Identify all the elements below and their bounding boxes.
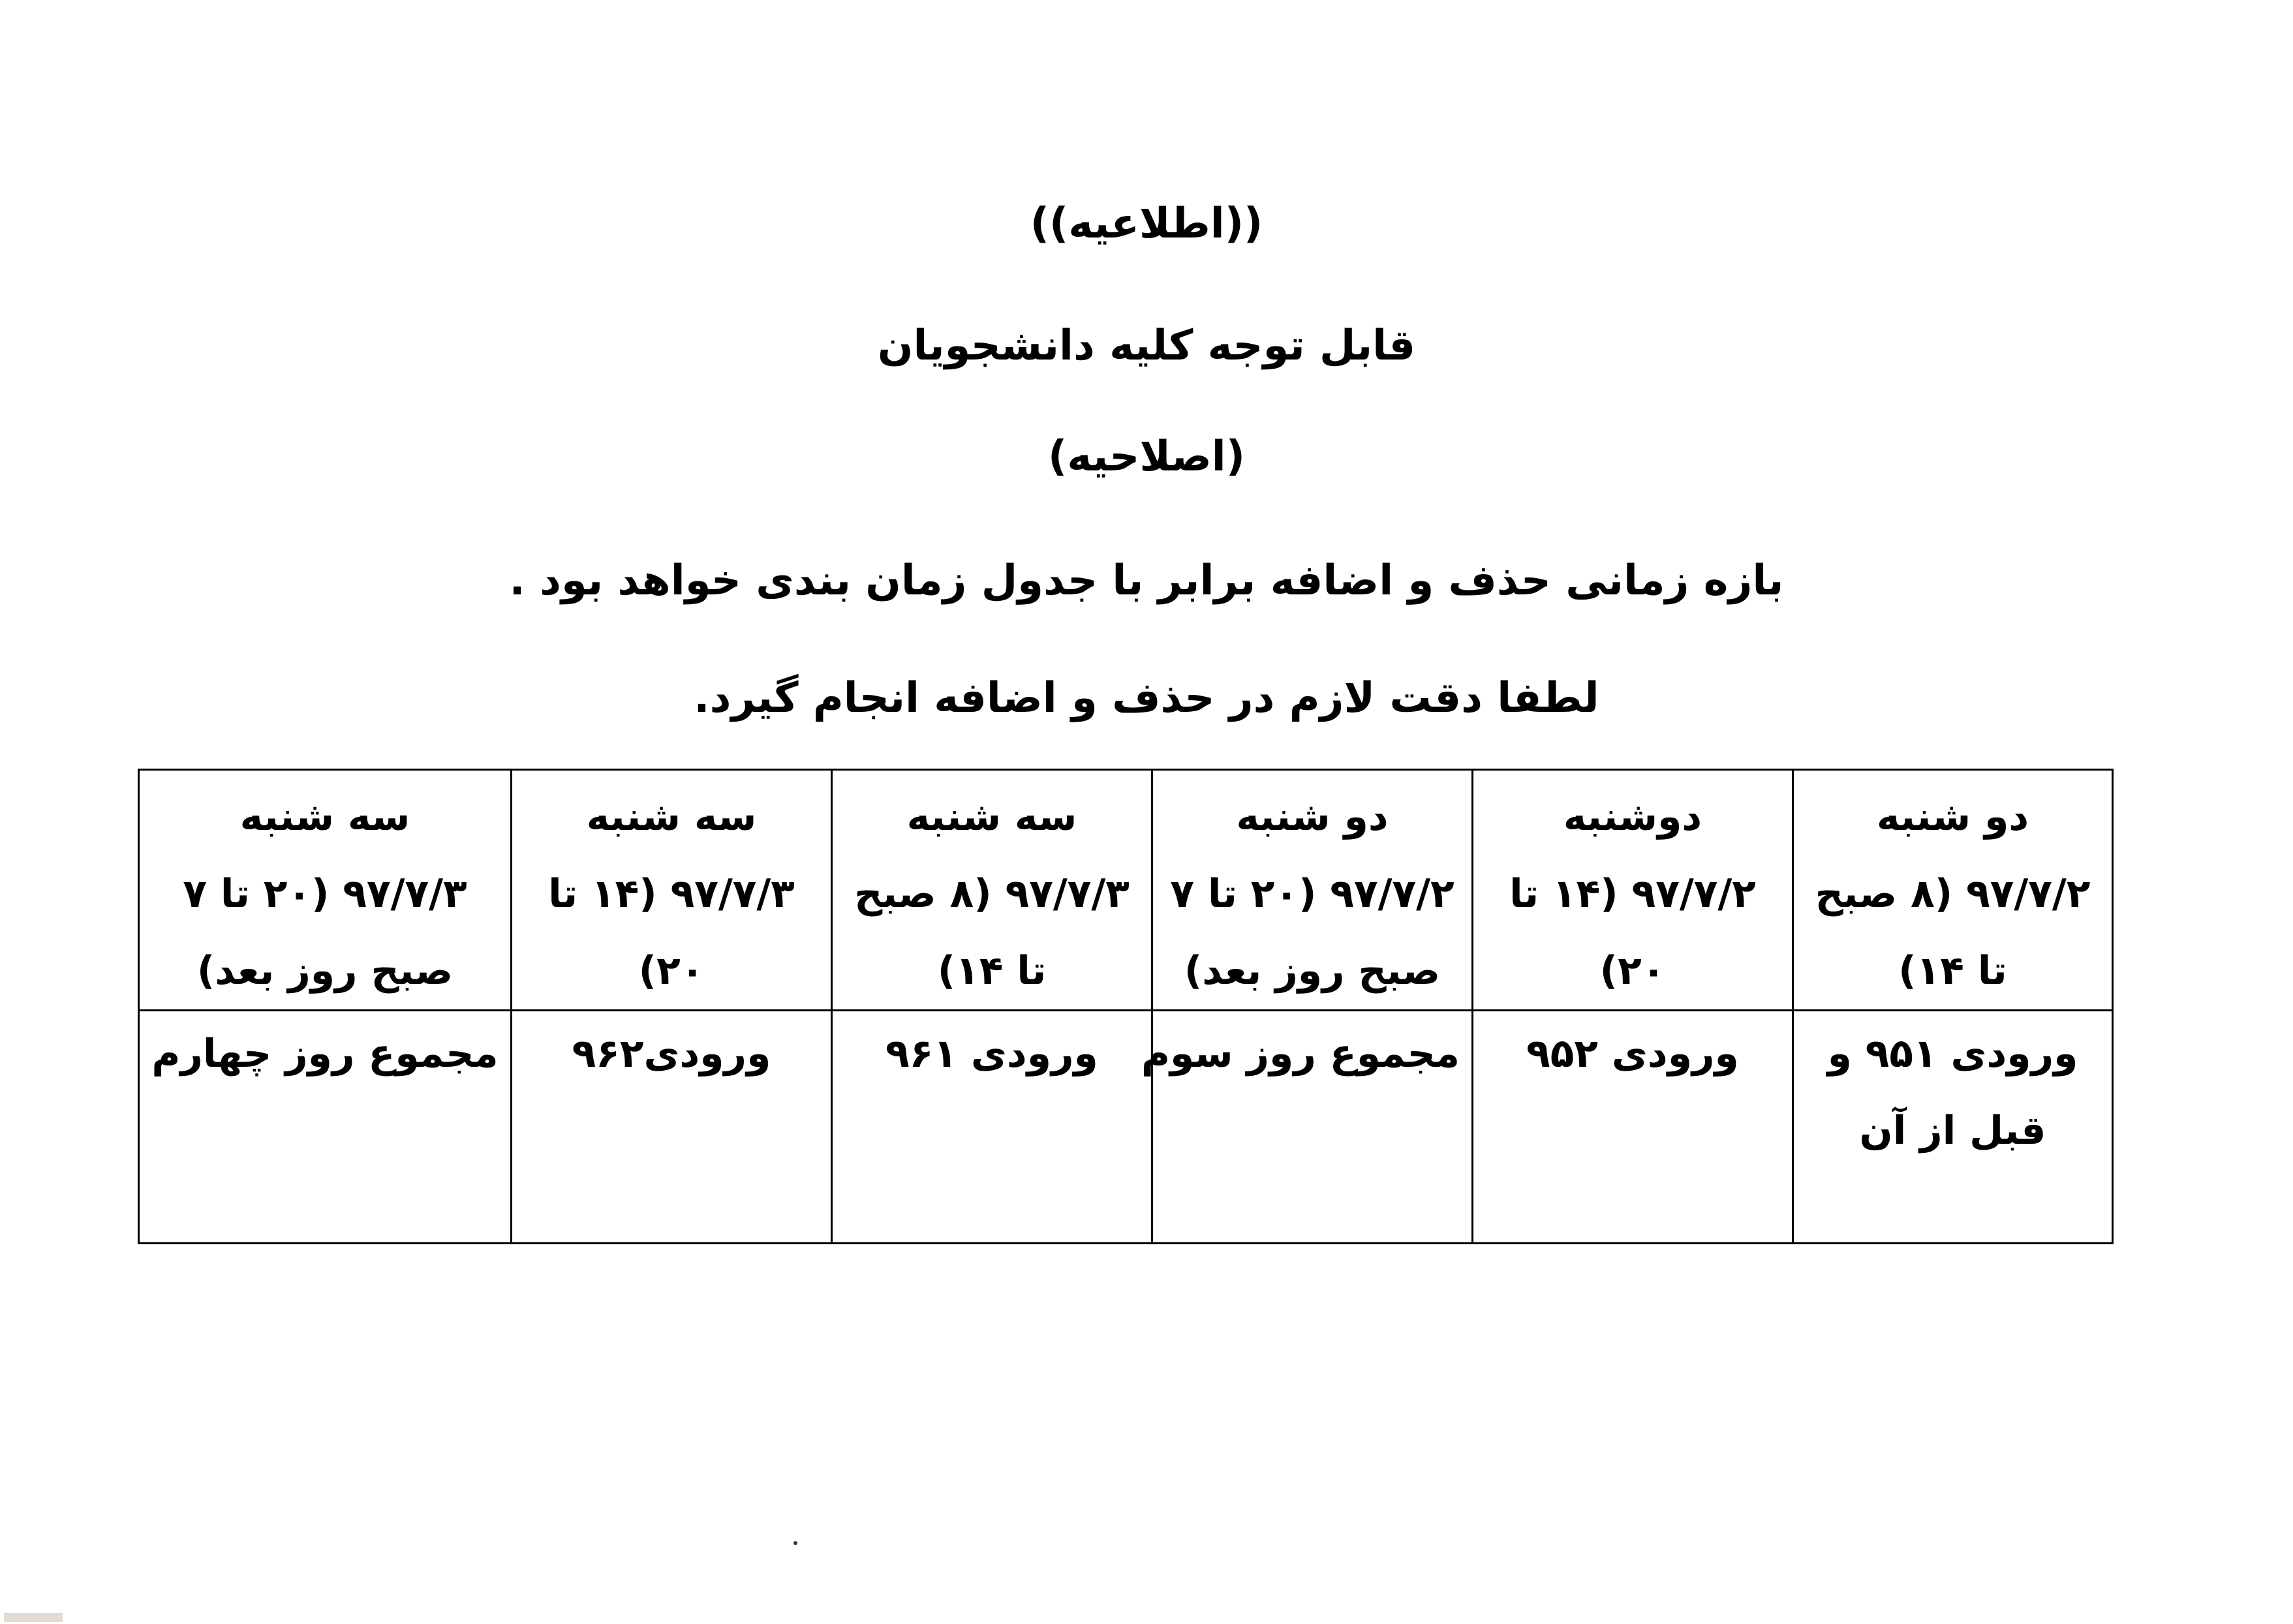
schedule-table [138, 769, 2114, 1244]
notice-audience: قابل توجه کلیه دانشجویان [877, 322, 1416, 370]
time-cell-line: دوشنبه [1563, 794, 1702, 840]
notice-heading: ((اطلاعیه)) [1030, 200, 1263, 248]
time-cell-line: ۹۷/۷/۳ (۱۴ تا [548, 871, 795, 917]
time-cell [832, 770, 1152, 1011]
group-cell [1141, 1011, 1473, 1244]
time-cell [1152, 770, 1473, 1011]
time-cell-line: ۹۷/۷/۲ (۸ صبح [1815, 871, 2091, 917]
notice-body-line-1: بازه زمانی حذف و اضافه برابر با جدول زمان بندی خواهد بود . [509, 557, 1784, 605]
time-cell-line: سه شنبه [239, 794, 410, 840]
notice-body-line-2: لطفا دقت لازم در حذف و اضافه انجام گیرد. [694, 674, 1599, 722]
group-cell-line: مجموع روز سوم [1141, 1031, 1460, 1077]
time-cell-line: تا ۱۴) [1898, 948, 2007, 994]
time-cell-line: ۹۷/۷/۲ (۲۰ تا ۷ [1170, 871, 1454, 917]
group-cell-line: مجموع روز چهارم [151, 1031, 499, 1077]
group-cell [512, 1011, 832, 1244]
time-cell [1793, 770, 2113, 1011]
group-cell [1793, 1011, 2113, 1244]
group-cell [1473, 1011, 1793, 1244]
time-cell-line: ۲۰) [1599, 948, 1666, 994]
time-cell [1473, 770, 1793, 1011]
time-cell-line: سه شنبه [906, 794, 1077, 840]
time-cell-line: دو شنبه [1236, 794, 1389, 840]
group-cell-line: ورودی۹۶۲ [572, 1031, 771, 1077]
group-cell [832, 1011, 1152, 1244]
group-cell [139, 1011, 512, 1244]
time-cell-line: صبح روز بعد) [1184, 948, 1441, 994]
time-cell-line: صبح روز بعد) [196, 948, 454, 994]
notice-correction-label: (اصلاحیه) [1048, 433, 1245, 481]
time-cell-line: ۹۷/۷/۲ (۱۴ تا [1509, 871, 1756, 917]
watermark-strip [4, 1613, 63, 1622]
time-cell-line: ۹۷/۷/۳ (۲۰ تا ۷ [183, 871, 467, 917]
group-cell-line: ورودی ۹۶۱ [885, 1031, 1098, 1077]
time-cell-line: سه شنبه [586, 794, 757, 840]
time-cell-line: ۲۰) [638, 948, 705, 994]
group-cell-line: ورودی ۹۵۲ [1526, 1031, 1739, 1077]
group-cell-line: ورودی ۹۵۱ و [1827, 1031, 2078, 1077]
time-cell-line: دو شنبه [1876, 794, 2029, 840]
time-cell-line: ۹۷/۷/۳ (۸ صبح [854, 871, 1130, 917]
time-cell-line: تا ۱۴) [937, 948, 1047, 994]
schedule-time-row [139, 770, 2113, 1011]
time-cell [139, 770, 512, 1011]
group-cell-line: قبل از آن [1859, 1108, 2046, 1154]
schedule-group-row [139, 1011, 2113, 1244]
time-cell [512, 770, 832, 1011]
scan-speck [793, 1541, 797, 1545]
